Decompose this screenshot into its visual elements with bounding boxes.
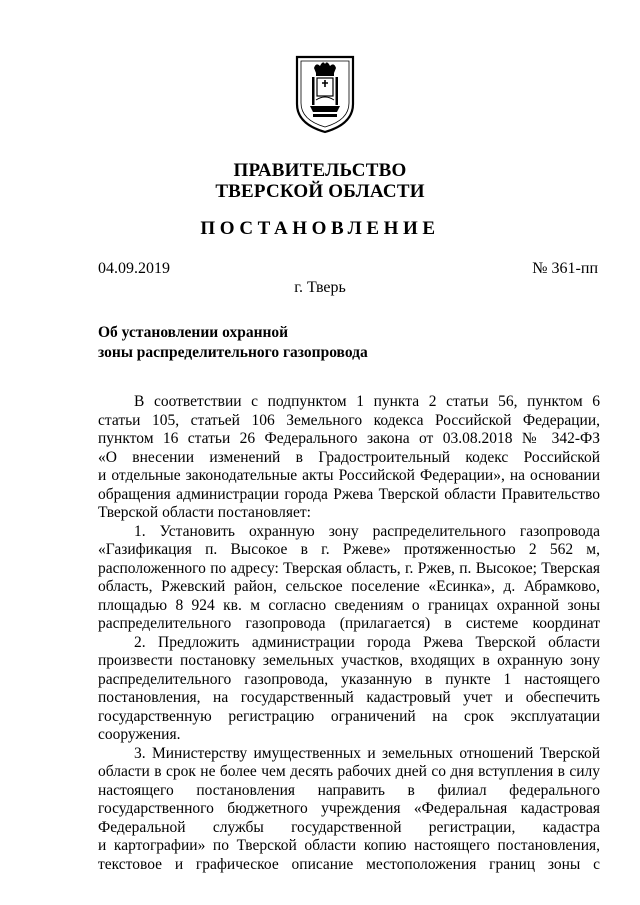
government-title-line1: ПРАВИТЕЛЬСТВО [233, 160, 407, 181]
body-line: «Газификация п. Высокое в г. Ржеве» протяженностью 2 562 м, [98, 541, 600, 558]
body-line: область, Ржевский район, сельское поселение «Есинка», д. Абрамково, [98, 578, 600, 595]
body-line: расположенного по адресу: Тверская область, г. Ржев, п. Высокое; Тверская [98, 559, 600, 577]
body-line: распределительного газопровода (прилагается) в системе координат [98, 615, 600, 632]
decree-date: 04.09.2019 [98, 260, 170, 277]
subject-line: зоны распределительного газопровода [98, 344, 368, 361]
body-line: Федеральной службы государственной регистрации, кадастра [98, 818, 600, 836]
decree-heading: ПОСТАНОВЛЕНИЕ [200, 218, 440, 239]
subject-line: Об установлении охранной [98, 324, 289, 341]
body-line: 2. Предложить администрации города Ржева Тверской области [134, 633, 600, 651]
body-line: постановления, на государственный кадастровый учет и обеспечить [98, 689, 600, 706]
body-line: площадью 8 924 кв. м согласно сведениям о границах охранной зоны [98, 596, 600, 614]
government-title-line2: ТВЕРСКОЙ ОБЛАСТИ [215, 181, 425, 202]
body-line: пунктом 16 статьи 26 Федерального закона от 03.08.2018 № 342-ФЗ [98, 430, 600, 447]
body-line: 1. Установить охранную зону распределительного газопровода [134, 522, 600, 540]
body-line: области в срок не более чем десять рабочих дней со дня вступления в силу [98, 763, 600, 780]
body-line: «О внесении изменений в Градостроительный кодекс Российской [98, 448, 600, 466]
body-line: государственного бюджетного учреждения «Федеральная кадастровая [98, 800, 600, 817]
body-line: обращения администрации города Ржева Тверской области Правительство [98, 485, 600, 503]
decree-city: г. Тверь [294, 279, 346, 296]
body-line: текстовое и графическое описание местоположения границ зоны с [98, 855, 600, 873]
body-line: Тверской области постановляет: [98, 504, 311, 521]
body-line: распределительного газопровода, указанную в пункте 1 настоящего [98, 670, 600, 688]
body-line: государственную регистрацию ограничений на срок эксплуатации [98, 707, 600, 725]
decree-number: № 361-пп [532, 260, 598, 277]
body-line: статьи 105, статьей 106 Земельного кодекса Российской Федерации, [98, 411, 600, 429]
body-line: сооружения. [98, 726, 181, 743]
body-line: и картографии» по Тверской области копию настоящего постановления, [98, 837, 600, 854]
body-line: и отдельные законодательные акты Российской Федерации», на основании [98, 467, 600, 484]
decree-body [98, 393, 600, 874]
body-line: произвести постановку земельных участков, входящих в охранную зону [98, 652, 600, 669]
body-line: 3. Министерству имущественных и земельных отношений Тверской [134, 744, 600, 762]
decree-subject [98, 323, 368, 363]
body-line: настоящего постановления направить в филиал федерального [98, 781, 600, 799]
coat-of-arms-emblem [294, 54, 356, 134]
body-line: В соответствии с подпунктом 1 пункта 2 статьи 56, пунктом 6 [134, 393, 600, 410]
